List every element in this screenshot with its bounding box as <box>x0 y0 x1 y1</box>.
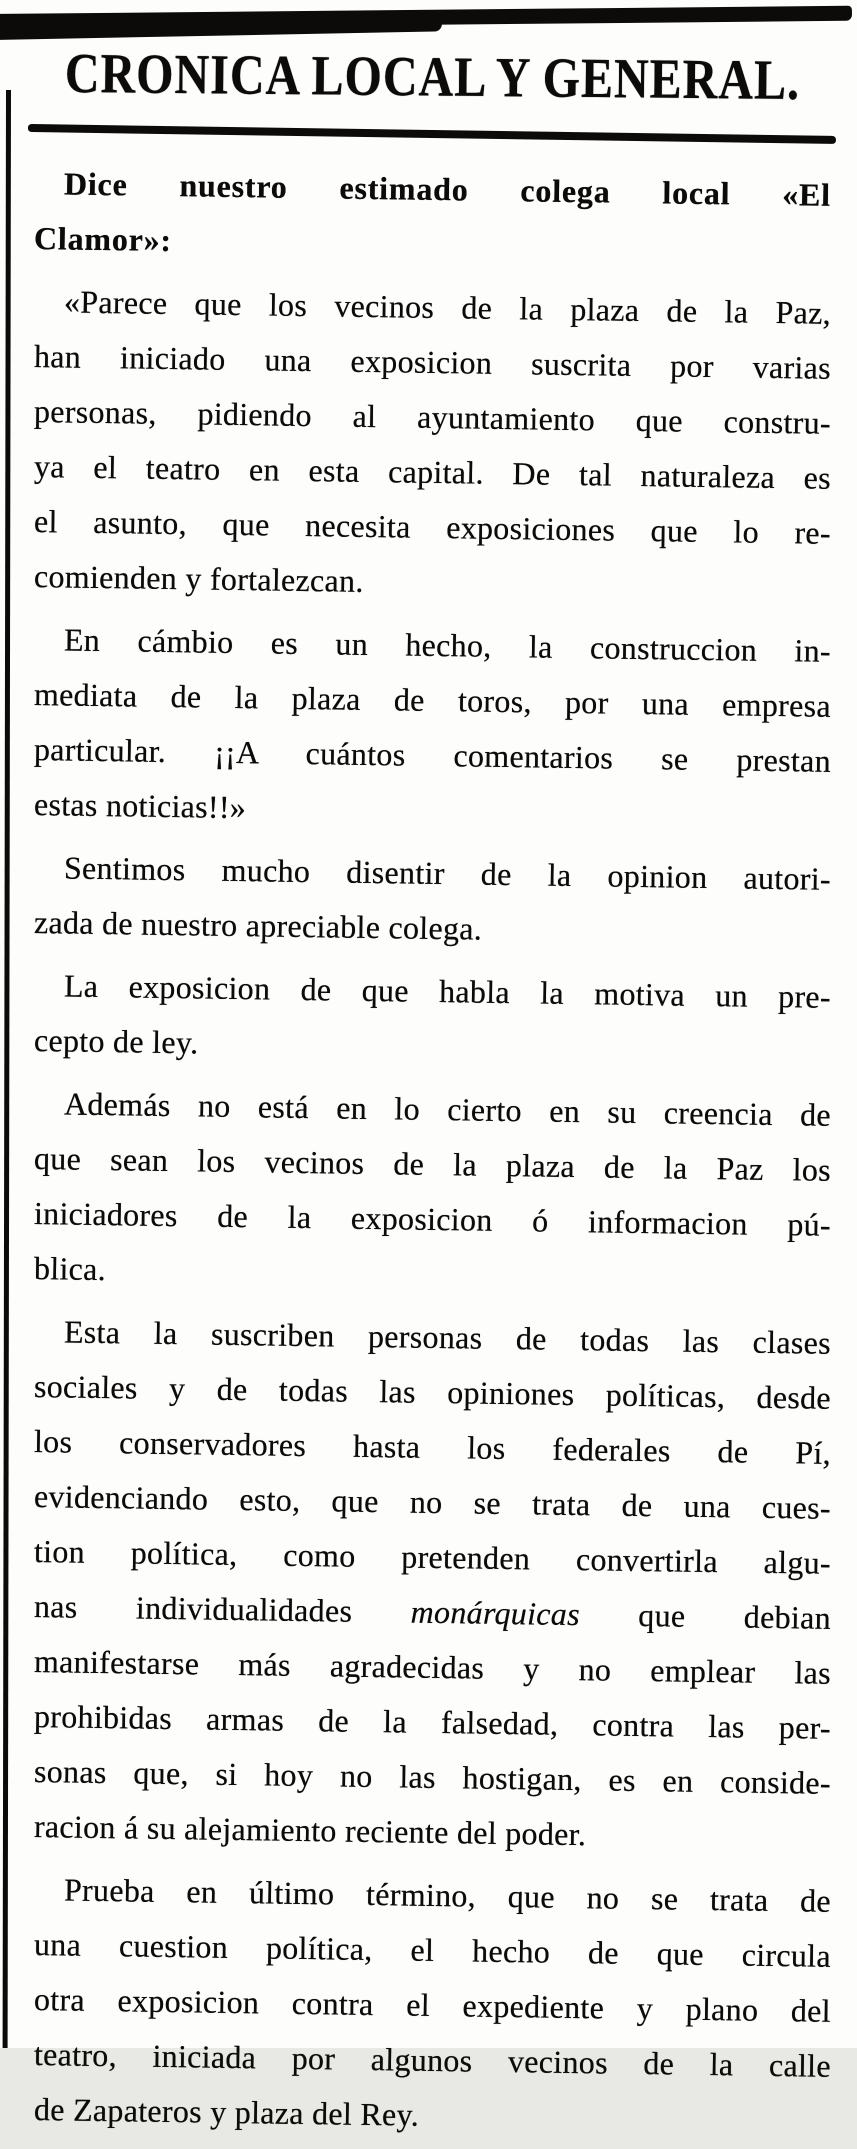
text-segment: manifestarse más agradecidas y no emplear las <box>33 1643 832 1691</box>
text-segment: Clamor»: <box>33 220 173 259</box>
text-segment: personas, pidiendo al ayuntamiento que constru- <box>33 393 832 441</box>
text-segment: teatro, iniciada por algunos vecinos de la calle <box>33 2036 832 2084</box>
text-segment: cepto de ley. <box>33 1022 199 1061</box>
text-segment: el asunto, que necesita exposiciones que lo re- <box>33 503 832 551</box>
paragraph-p-4 <box>34 958 831 1068</box>
text-segment: Además no está en lo cierto en su creencia de <box>63 1085 832 1133</box>
paragraph-p-6 <box>34 1304 831 1854</box>
text-segment: Sentimos mucho disentir de la opinion autori- <box>63 849 832 897</box>
left-column-rule <box>3 90 11 2048</box>
text-segment: de Zapateros y plaza del Rey. <box>33 2091 420 2133</box>
paragraph-lead <box>34 156 831 266</box>
text-segment: Prueba en último término, que no se trata de <box>63 1871 832 1919</box>
text-segment: comienden y fortalezcan. <box>33 558 364 599</box>
text-segment: Dice nuestro estimado colega local «El <box>63 165 832 213</box>
text-segment: «Parece que los vecinos de la plaza de la Paz, <box>63 283 832 331</box>
text-line <box>34 1241 832 1308</box>
text-segment: nas individualidades <box>33 1588 411 1630</box>
text-segment: Esta la suscriben personas de todas las clases <box>63 1313 832 1361</box>
text-segment: La exposicion de que habla la motiva un pre- <box>63 967 832 1015</box>
paragraph-quote-1 <box>34 274 831 604</box>
text-segment: blica. <box>33 1250 107 1288</box>
article-body <box>34 156 831 2137</box>
text-segment: prohibidas armas de la falsedad, contra las per- <box>33 1698 832 1746</box>
paragraph-p-7 <box>34 1862 831 2137</box>
text-segment: particular. ¡¡A cuántos comentarios se prestan <box>33 731 832 779</box>
text-segment: estas noticias!!» <box>33 786 247 826</box>
text-segment: sociales y de todas las opiniones políticas, desde <box>33 1368 832 1416</box>
paragraph-quote-2 <box>34 612 831 832</box>
text-segment: evidenciando esto, que no se trata de una cues- <box>33 1478 832 1526</box>
text-segment: zada de nuestro apreciable colega. <box>33 904 483 947</box>
text-line <box>34 895 832 962</box>
text-segment: mediata de la plaza de toros, por una empresa <box>33 676 832 724</box>
text-segment: que sean los vecinos de la plaza de la Paz los <box>33 1140 832 1188</box>
italic-text-segment: monárquicas <box>410 1593 581 1633</box>
text-segment: ya el teatro en esta capital. De tal naturaleza es <box>33 448 832 496</box>
text-line <box>34 211 832 278</box>
text-segment: tion política, como pretenden convertirla algu- <box>33 1533 832 1581</box>
text-segment: han iniciado una exposicion suscrita por varias <box>33 338 832 386</box>
text-line <box>34 1799 832 1866</box>
title-underline-rule <box>28 124 836 144</box>
text-line <box>34 777 832 844</box>
text-segment: que debian <box>579 1596 832 1636</box>
text-segment: En cámbio es un hecho, la construccion in- <box>63 621 832 669</box>
text-segment: sonas que, si hoy no las hostigan, es en conside- <box>33 1753 832 1801</box>
text-segment: iniciadores de la exposicion ó informacion pú- <box>33 1195 832 1243</box>
text-segment: racion á su alejamiento reciente del poder. <box>33 1808 587 1853</box>
section-title <box>40 38 826 118</box>
paragraph-p-3 <box>34 840 831 950</box>
text-line <box>34 1013 832 1080</box>
text-segment: una cuestion política, el hecho de que circula <box>33 1926 832 1974</box>
text-segment: otra exposicion contra el expediente y plano del <box>33 1981 832 2029</box>
text-segment: los conservadores hasta los federales de Pí, <box>33 1423 832 1471</box>
section-title-text: CRONICA LOCAL Y GENERAL. <box>64 42 801 112</box>
text-line <box>34 549 832 616</box>
paragraph-p-5 <box>34 1076 831 1296</box>
text-line <box>34 2082 832 2149</box>
